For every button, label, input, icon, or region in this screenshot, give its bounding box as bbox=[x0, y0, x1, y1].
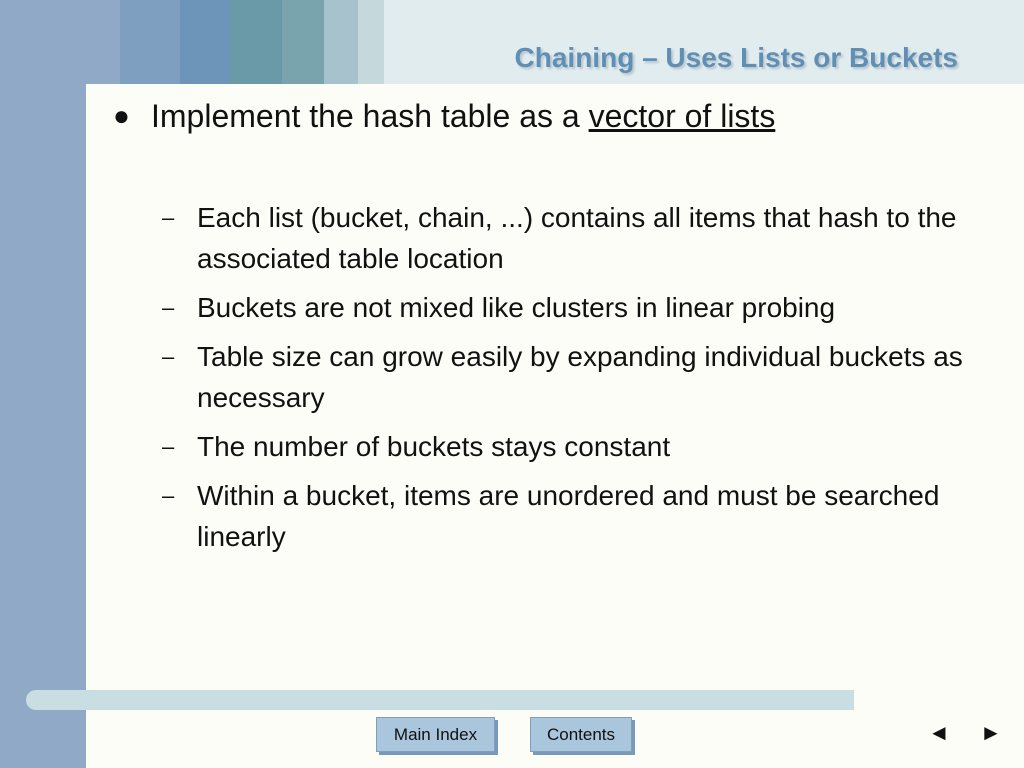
header-band-4 bbox=[230, 0, 282, 84]
next-slide-icon[interactable]: ► bbox=[980, 720, 1002, 745]
dash-icon: – bbox=[162, 434, 175, 459]
sub-bullet-text: Table size can grow easily by expanding individual buckets as necessary bbox=[197, 341, 963, 413]
header-band-3 bbox=[180, 0, 230, 84]
dash-icon: – bbox=[162, 344, 175, 369]
sub-bullet bbox=[160, 287, 990, 328]
slide-title: Chaining – Uses Lists or Buckets bbox=[514, 42, 958, 73]
header-band-6 bbox=[324, 0, 358, 84]
footer-bar bbox=[26, 690, 854, 710]
sub-bullet-list bbox=[160, 197, 990, 565]
dash-icon: – bbox=[162, 295, 175, 320]
sub-bullet bbox=[160, 426, 990, 467]
contents-button[interactable]: Contents bbox=[530, 717, 632, 752]
main-index-button[interactable]: Main Index bbox=[376, 717, 495, 752]
main-bullet-lead: Implement the hash table as a bbox=[151, 98, 589, 134]
previous-slide-icon[interactable]: ◄ bbox=[928, 720, 950, 745]
header-band-1 bbox=[0, 0, 120, 84]
dash-icon: – bbox=[162, 483, 175, 508]
header-band-7 bbox=[358, 0, 384, 84]
sub-bullet-text: Within a bucket, items are unordered and must be searched linearly bbox=[197, 480, 940, 552]
dash-icon: – bbox=[162, 205, 175, 230]
sub-bullet bbox=[160, 197, 990, 279]
sub-bullet-text: Buckets are not mixed like clusters in linear probing bbox=[197, 292, 836, 323]
sub-bullet-text: The number of buckets stays constant bbox=[197, 431, 671, 462]
sub-bullet bbox=[160, 475, 990, 557]
sub-bullet bbox=[160, 336, 990, 418]
header-band-5 bbox=[282, 0, 324, 84]
main-bullet-underlined: vector of lists bbox=[588, 98, 776, 134]
header-band-2 bbox=[120, 0, 180, 84]
bullet-dot-icon: ● bbox=[113, 100, 130, 131]
main-bullet-text bbox=[151, 96, 775, 136]
left-sidebar bbox=[0, 84, 86, 768]
sub-bullet-text: Each list (bucket, chain, ...) contains all items that hash to the associated table location bbox=[197, 202, 957, 274]
